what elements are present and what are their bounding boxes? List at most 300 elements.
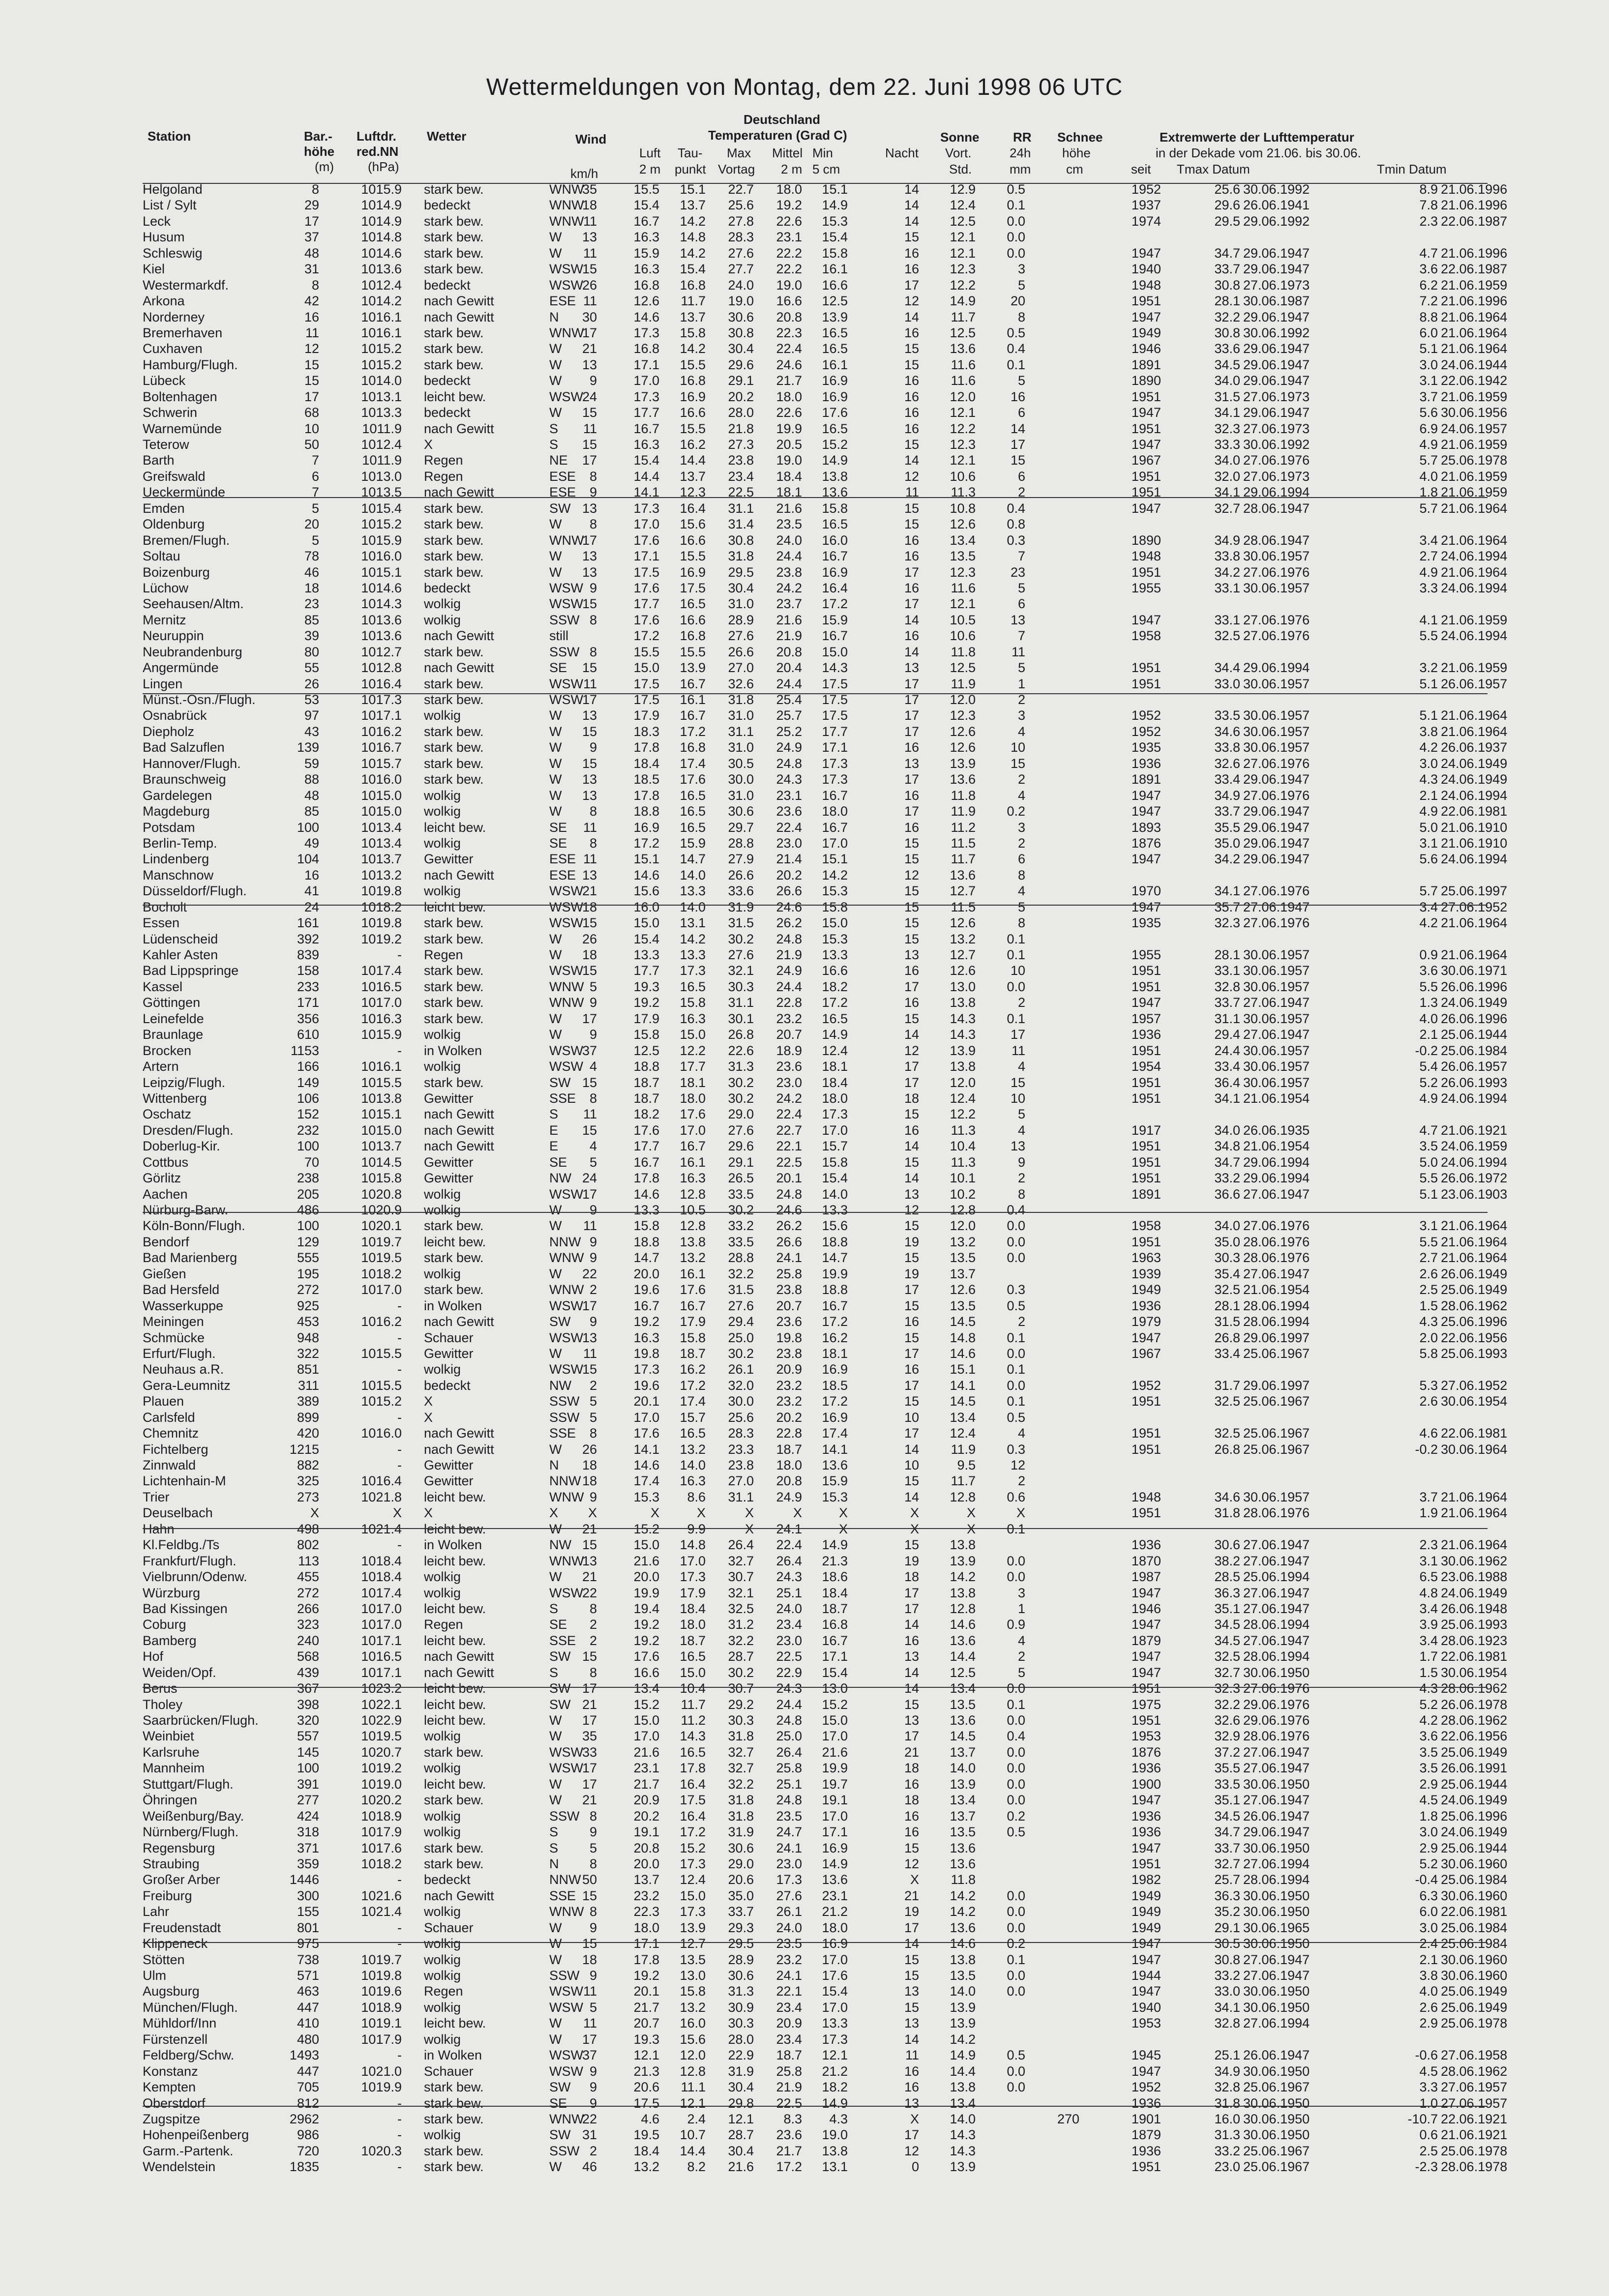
header-min-1: Min xyxy=(812,146,833,160)
tmax-date: 30.06.1957 xyxy=(1243,1059,1310,1074)
weather: stark bew. xyxy=(424,341,484,356)
weather: Gewitter xyxy=(424,1154,474,1170)
pressure: 1013.3 xyxy=(361,405,402,420)
precipitation: 0.0 xyxy=(1007,1569,1025,1585)
temp-2m: 17.6 xyxy=(633,1122,659,1138)
sunshine-hours: 13.6 xyxy=(950,1633,976,1648)
temp-mean: 22.8 xyxy=(776,1426,802,1441)
record-since: 1891 xyxy=(1131,1186,1161,1202)
weather: nach Gewitt xyxy=(424,1665,494,1680)
sunshine-hours: 12.5 xyxy=(950,325,976,340)
temp-min-5cm: 13 xyxy=(904,2016,919,2031)
wind-direction: W xyxy=(549,2159,562,2175)
dew-point: 13.3 xyxy=(680,947,706,962)
temp-max: 26.8 xyxy=(728,1027,754,1042)
table-row xyxy=(0,1153,1609,1169)
temp-min-5cm: 17 xyxy=(904,804,919,819)
pressure: 1015.0 xyxy=(361,804,402,819)
tmin-value: 4.9 xyxy=(1419,804,1438,819)
dew-point: 14.0 xyxy=(680,1458,706,1472)
altitude: 46 xyxy=(304,564,319,580)
temp-mean: 20.8 xyxy=(776,1473,802,1489)
temp-max: 30.1 xyxy=(728,1011,754,1026)
altitude: 391 xyxy=(297,1776,319,1792)
temp-max: 31.1 xyxy=(728,995,754,1010)
header-dew-1: Tau- xyxy=(678,146,703,160)
temp-min-5cm: 14 xyxy=(904,1489,919,1504)
record-since: 1982 xyxy=(1131,1872,1161,1887)
temp-max: 28.0 xyxy=(728,405,754,420)
header-sun-3: Std. xyxy=(949,162,972,177)
wind-direction: WSW xyxy=(549,2000,583,2015)
weather: stark bew. xyxy=(424,1282,484,1297)
temp-min-2m: 17.2 xyxy=(822,995,848,1010)
station-name: Kahler Asten xyxy=(143,947,218,962)
dew-point: 13.2 xyxy=(680,1250,706,1266)
temp-2m: 17.7 xyxy=(633,963,659,978)
precipitation: 0.0 xyxy=(1007,979,1025,994)
tmax-date: 30.06.1965 xyxy=(1243,1920,1310,1935)
tmax-value: 33.5 xyxy=(1214,708,1240,723)
temp-min-2m: 19.1 xyxy=(822,1793,848,1808)
temp-mean: 20.9 xyxy=(776,2016,802,2031)
wind-direction: WNW xyxy=(549,995,584,1010)
tmax-value: 33.4 xyxy=(1214,1059,1240,1074)
wind-speed: 9 xyxy=(589,1825,597,1840)
header-wind: Wind xyxy=(575,132,607,147)
temp-mean: 18.7 xyxy=(776,2048,802,2063)
table-row xyxy=(0,738,1609,754)
wind-direction: S xyxy=(549,1601,559,1616)
temp-2m: 17.4 xyxy=(633,1473,659,1489)
table-row xyxy=(0,2126,1609,2142)
wind-direction: W xyxy=(549,1218,562,1234)
table-row xyxy=(0,1265,1609,1281)
wind-speed: 9 xyxy=(589,1489,597,1504)
wind-direction: NNW xyxy=(549,1234,581,1249)
table-row xyxy=(0,1887,1609,1903)
pressure: 1016.0 xyxy=(361,549,402,564)
altitude: 463 xyxy=(297,1984,319,1999)
record-since: 1901 xyxy=(1131,2111,1161,2126)
record-since: 1947 xyxy=(1131,1793,1161,1808)
dew-point: 11.2 xyxy=(681,1713,706,1728)
tmax-value: 32.6 xyxy=(1214,1713,1240,1728)
temp-max: 12.1 xyxy=(728,2111,754,2126)
wind-direction: W xyxy=(549,245,562,261)
temp-mean: 23.4 xyxy=(776,2000,802,2015)
weather-table-body xyxy=(0,180,1609,2174)
tmin-date: 26.06.1949 xyxy=(1441,1266,1508,1281)
wind-direction: ESE xyxy=(549,294,576,309)
temp-min-2m: X xyxy=(838,1521,848,1536)
header-since: seit xyxy=(1131,162,1151,177)
tmin-date: 22.06.1981 xyxy=(1441,1649,1508,1664)
tmin-date: 25.06.1997 xyxy=(1441,883,1508,899)
temp-min-2m: 18.0 xyxy=(822,804,848,819)
weather: wolkig xyxy=(424,1968,461,1983)
record-since: 1936 xyxy=(1131,2143,1161,2158)
dew-point: 13.9 xyxy=(680,660,706,676)
table-row xyxy=(0,1105,1609,1121)
station-name: Warnemünde xyxy=(143,421,222,436)
altitude: 166 xyxy=(297,1059,319,1074)
temp-max: 29.4 xyxy=(728,1314,754,1329)
dew-point: 14.2 xyxy=(680,341,706,356)
table-row xyxy=(0,1999,1609,2014)
temp-mean: 22.8 xyxy=(776,995,802,1010)
tmin-date: 21.06.1921 xyxy=(1441,2127,1508,2143)
temp-min-5cm: 15 xyxy=(904,1473,919,1489)
sunshine-hours: 13.7 xyxy=(950,1808,976,1824)
tmin-date: 24.06.1949 xyxy=(1441,1825,1508,1840)
precipitation: 5 xyxy=(1017,1107,1025,1122)
temp-mean: 18.9 xyxy=(776,1043,802,1058)
wind-speed: 8 xyxy=(589,1665,597,1680)
temp-2m: 18.8 xyxy=(633,1059,659,1074)
wind-speed: 9 xyxy=(589,2080,597,2095)
header-t2m-2: 2 m xyxy=(639,162,661,177)
temp-mean: 20.8 xyxy=(776,309,802,324)
wind-direction: SSW xyxy=(549,1968,580,1983)
station-name: Neuruppin xyxy=(143,628,204,644)
station-name: Fichtelberg xyxy=(143,1442,209,1457)
header-snow-2: höhe xyxy=(1062,146,1091,160)
header-germany: Deutschland xyxy=(744,112,821,127)
table-row xyxy=(0,1169,1609,1185)
dew-point: 17.5 xyxy=(680,1793,706,1808)
temp-mean: 25.7 xyxy=(776,708,802,723)
altitude: 31 xyxy=(304,262,319,277)
page-title: Wettermeldungen von Montag, dem 22. Juni 1998 06 UTC xyxy=(486,74,1123,100)
wind-direction: WNW xyxy=(549,979,584,994)
wind-direction: WSW xyxy=(549,1330,583,1345)
dew-point: 13.7 xyxy=(680,309,706,324)
wind-speed: 22 xyxy=(582,1266,597,1281)
table-row xyxy=(0,1441,1609,1456)
dew-point: 16.4 xyxy=(680,1808,706,1824)
record-since: 1940 xyxy=(1131,262,1161,277)
tmax-date: 27.06.1976 xyxy=(1243,1218,1310,1234)
station-name: Chemnitz xyxy=(143,1426,199,1441)
tmin-value: 3.0 xyxy=(1419,1920,1438,1935)
tmax-date: 27.06.1947 xyxy=(1243,1186,1310,1202)
sunshine-hours: 14.5 xyxy=(950,1729,976,1744)
precipitation: 6 xyxy=(1017,852,1025,867)
weather: wolkig xyxy=(424,1808,461,1824)
temp-min-5cm: 17 xyxy=(904,1378,919,1393)
wind-direction: NW xyxy=(549,1537,571,1553)
precipitation: 0.1 xyxy=(1007,1952,1025,1967)
record-since: 1951 xyxy=(1131,1505,1161,1521)
temp-min-5cm: 18 xyxy=(904,1793,919,1808)
sunshine-hours: 12.7 xyxy=(950,947,976,962)
weather: stark bew. xyxy=(424,357,484,372)
tmax-value: 29.6 xyxy=(1214,198,1240,213)
station-name: Soltau xyxy=(143,549,180,564)
sunshine-hours: 12.4 xyxy=(950,1426,976,1441)
temp-max: 28.8 xyxy=(728,835,754,851)
temp-min-2m: 16.7 xyxy=(822,1298,848,1313)
tmin-date: 21.06.1959 xyxy=(1441,469,1508,484)
sunshine-hours: 13.5 xyxy=(950,1697,976,1712)
temp-min-2m: X xyxy=(838,1505,848,1521)
altitude: 1835 xyxy=(289,2159,319,2175)
tmin-value: 2.7 xyxy=(1419,1250,1438,1266)
altitude: 59 xyxy=(304,756,319,771)
weather: Gewitter xyxy=(424,852,474,867)
temp-min-2m: 13.3 xyxy=(822,1203,848,1217)
dew-point: 15.4 xyxy=(680,262,706,277)
tmax-date: 27.06.1976 xyxy=(1243,564,1310,580)
precipitation: 0.1 xyxy=(1007,1362,1025,1377)
temp-2m: 17.6 xyxy=(633,1649,659,1664)
weather: bedeckt xyxy=(424,1378,471,1393)
tmax-value: 35.1 xyxy=(1214,1601,1240,1616)
tmin-date: 22.06.1942 xyxy=(1441,373,1508,388)
temp-min-2m: 16.9 xyxy=(822,1362,848,1377)
weather: stark bew. xyxy=(424,1075,484,1090)
sunshine-hours: 12.8 xyxy=(950,1601,976,1616)
wind-direction: ESE xyxy=(549,867,576,883)
tmax-date: 29.06.1997 xyxy=(1243,1378,1310,1393)
record-since: 1951 xyxy=(1131,485,1161,500)
table-row xyxy=(0,324,1609,340)
temp-min-2m: 15.0 xyxy=(822,1713,848,1728)
station-name: Augsburg xyxy=(143,1984,200,1999)
temp-2m: 20.0 xyxy=(633,1266,659,1281)
precipitation: 3 xyxy=(1017,1585,1025,1600)
station-name: Nürnberg/Flugh. xyxy=(143,1825,239,1840)
temp-min-5cm: 14 xyxy=(904,1936,919,1951)
sunshine-hours: 11.8 xyxy=(951,788,976,803)
tmax-date: 30.06.1950 xyxy=(1243,2111,1310,2126)
tmax-value: 38.2 xyxy=(1214,1553,1240,1568)
tmax-value: 32.5 xyxy=(1214,1426,1240,1441)
tmax-date: 30.06.1950 xyxy=(1243,2000,1310,2015)
record-since: 1946 xyxy=(1131,341,1161,356)
wind-direction: W xyxy=(549,1920,562,1935)
precipitation: 0.2 xyxy=(1007,804,1025,819)
wind-speed: 17 xyxy=(582,532,597,548)
table-row xyxy=(0,1074,1609,1089)
weather: in Wolken xyxy=(424,1043,482,1058)
precipitation: 0.5 xyxy=(1007,182,1025,197)
wind-speed: 21 xyxy=(582,341,597,356)
temp-min-5cm: X xyxy=(910,1505,919,1521)
weather: leicht bew. xyxy=(424,899,486,914)
tmin-date: 30.06.1960 xyxy=(1441,1856,1508,1871)
tmin-value: 3.0 xyxy=(1419,1825,1438,1840)
temp-2m: 15.9 xyxy=(633,245,659,261)
dew-point: 13.5 xyxy=(680,1952,706,1967)
tmax-date: 28.06.1976 xyxy=(1243,1250,1310,1266)
temp-max: 30.8 xyxy=(728,325,754,340)
tmax-date: 27.06.1947 xyxy=(1243,1266,1310,1281)
temp-mean: 23.2 xyxy=(776,1011,802,1026)
tmax-value: 34.9 xyxy=(1214,788,1240,803)
sunshine-hours: 13.4 xyxy=(950,1681,976,1696)
tmax-date: 21.06.1954 xyxy=(1243,1090,1310,1106)
tmin-value: 2.9 xyxy=(1419,1776,1438,1792)
temp-min-2m: 21.2 xyxy=(822,1904,848,1919)
tmin-value: 4.3 xyxy=(1419,1681,1438,1696)
temp-min-5cm: 14 xyxy=(904,1442,919,1457)
altitude: 29 xyxy=(304,198,319,213)
tmin-date: 21.06.1964 xyxy=(1441,1234,1508,1249)
tmin-date: 21.06.1959 xyxy=(1441,277,1508,293)
dew-point: 12.8 xyxy=(680,1218,706,1234)
temp-max: 28.9 xyxy=(728,612,754,627)
weather: stark bew. xyxy=(424,1744,484,1760)
temp-min-5cm: 21 xyxy=(904,1888,919,1903)
wind-direction: N xyxy=(549,1856,559,1871)
altitude: 5 xyxy=(311,532,319,548)
temp-min-5cm: 12 xyxy=(904,294,919,309)
tmin-value: 4.6 xyxy=(1419,1426,1438,1441)
pressure: 1016.1 xyxy=(361,1059,402,1074)
temp-max: 31.1 xyxy=(728,1489,754,1504)
temp-max: 22.5 xyxy=(728,485,754,500)
pressure: - xyxy=(397,2095,402,2111)
wind-speed: 9 xyxy=(589,2095,597,2111)
temp-min-5cm: 15 xyxy=(904,1218,919,1234)
snow-depth: 270 xyxy=(1057,2111,1079,2126)
temp-mean: 21.9 xyxy=(776,628,802,644)
temp-max: 30.4 xyxy=(728,341,754,356)
pressure: - xyxy=(397,1872,402,1887)
wind-direction: S xyxy=(549,1107,559,1122)
dew-point: 15.7 xyxy=(680,1410,706,1425)
record-since: 1954 xyxy=(1131,1059,1161,1074)
pressure: 1012.8 xyxy=(361,660,402,676)
temp-min-5cm: 16 xyxy=(904,1362,919,1377)
dew-point: 15.2 xyxy=(680,1840,706,1855)
pressure: 1012.4 xyxy=(361,277,402,293)
tmax-value: 31.3 xyxy=(1214,2127,1240,2143)
wind-direction: WSW xyxy=(549,1043,583,1058)
altitude: 555 xyxy=(297,1250,319,1266)
precipitation: 0.1 xyxy=(1007,931,1025,946)
temp-min-5cm: 16 xyxy=(904,1633,919,1648)
wind-direction: NW xyxy=(549,1171,571,1186)
dew-point: 12.8 xyxy=(680,1186,706,1202)
temp-min-5cm: 14 xyxy=(904,1665,919,1680)
wind-speed: 5 xyxy=(589,2000,597,2015)
dew-point: 12.4 xyxy=(680,1872,706,1887)
altitude: 7 xyxy=(311,453,319,468)
altitude: 7 xyxy=(311,485,319,500)
table-row xyxy=(0,2031,1609,2046)
header-press-3: (hPa) xyxy=(368,159,399,174)
weather: stark bew. xyxy=(424,2111,484,2126)
temp-mean: 25.0 xyxy=(776,1729,802,1744)
record-since: 1948 xyxy=(1131,1489,1161,1504)
temp-2m: 20.0 xyxy=(633,1856,659,1871)
tmax-date: 29.06.1976 xyxy=(1243,1713,1310,1728)
temp-mean: 20.4 xyxy=(776,660,802,676)
wind-direction: N xyxy=(549,309,559,324)
tmin-value: 5.6 xyxy=(1419,852,1438,867)
sunshine-hours: 13.4 xyxy=(950,1793,976,1808)
dew-point: 13.0 xyxy=(680,1968,706,1983)
weather: wolkig xyxy=(424,1761,461,1776)
weather: stark bew. xyxy=(424,2080,484,2095)
sunshine-hours: 10.6 xyxy=(950,469,976,484)
altitude: 37 xyxy=(304,230,319,245)
temp-2m: 21.6 xyxy=(633,1744,659,1760)
dew-point: 16.7 xyxy=(680,708,706,723)
temp-max: 33.7 xyxy=(728,1904,754,1919)
wind-direction: WSW xyxy=(549,277,583,293)
tmax-value: 31.5 xyxy=(1214,1314,1240,1329)
wind-speed: 11 xyxy=(583,1107,597,1122)
tmin-value: 5.5 xyxy=(1419,1234,1438,1249)
pressure: 1019.5 xyxy=(361,1250,402,1266)
precipitation: 15 xyxy=(1010,453,1025,468)
temp-min-2m: 21.3 xyxy=(822,1553,848,1568)
sunshine-hours: 13.9 xyxy=(950,2016,976,2031)
temp-max: 27.3 xyxy=(728,437,754,452)
precipitation: 0.0 xyxy=(1007,1776,1025,1792)
temp-min-2m: 17.0 xyxy=(822,2000,848,2015)
temp-2m: X xyxy=(650,1505,659,1521)
tmin-date: 24.06.1949 xyxy=(1441,995,1508,1010)
temp-2m: 18.8 xyxy=(633,1234,659,1249)
tmax-value: 32.8 xyxy=(1214,2016,1240,2031)
temp-2m: 16.6 xyxy=(633,1665,659,1680)
pressure: 1019.6 xyxy=(361,1984,402,1999)
tmax-value: 36.3 xyxy=(1214,1888,1240,1903)
precipitation: 23 xyxy=(1010,564,1025,580)
wind-speed: 9 xyxy=(589,1203,597,1217)
wind-direction: W xyxy=(549,1266,562,1281)
tmin-value: -2.3 xyxy=(1415,2159,1438,2175)
sunshine-hours: 14.9 xyxy=(950,2048,976,2063)
record-since: 1947 xyxy=(1131,500,1161,516)
tmin-date: 22.06.1981 xyxy=(1441,804,1508,819)
group-divider xyxy=(143,905,1488,906)
temp-min-5cm: 15 xyxy=(904,931,919,946)
record-since: 1951 xyxy=(1131,421,1161,436)
precipitation: 0.5 xyxy=(1007,2048,1025,2063)
temp-min-5cm: 12 xyxy=(904,1043,919,1058)
tmax-date: 25.06.1967 xyxy=(1243,2080,1310,2095)
temp-2m: 17.3 xyxy=(633,500,659,516)
wind-direction: WSW xyxy=(549,1761,583,1776)
weather: stark bew. xyxy=(424,245,484,261)
temp-max: 29.0 xyxy=(728,1107,754,1122)
table-row xyxy=(0,1951,1609,1967)
tmin-date: 21.06.1964 xyxy=(1441,1489,1508,1504)
wind-speed: 5 xyxy=(589,1410,597,1425)
dew-point: 15.5 xyxy=(680,357,706,372)
temp-2m: 17.6 xyxy=(633,612,659,627)
temp-min-5cm: 16 xyxy=(904,389,919,404)
precipitation: 2 xyxy=(1017,1649,1025,1664)
sunshine-hours: 13.6 xyxy=(950,1856,976,1871)
station-name: Bad Lippspringe xyxy=(143,963,239,978)
temp-mean: 22.2 xyxy=(776,245,802,261)
tmin-value: 5.4 xyxy=(1419,1059,1438,1074)
sunshine-hours: 14.6 xyxy=(950,1346,976,1361)
station-name: Dresden/Flugh. xyxy=(143,1122,234,1138)
station-name: Bremen/Flugh. xyxy=(143,532,230,548)
station-name: Vielbrunn/Odenw. xyxy=(143,1569,247,1585)
sunshine-hours: 10.4 xyxy=(950,1139,976,1154)
sunshine-hours: 12.0 xyxy=(950,1218,976,1234)
weather: stark bew. xyxy=(424,915,484,931)
